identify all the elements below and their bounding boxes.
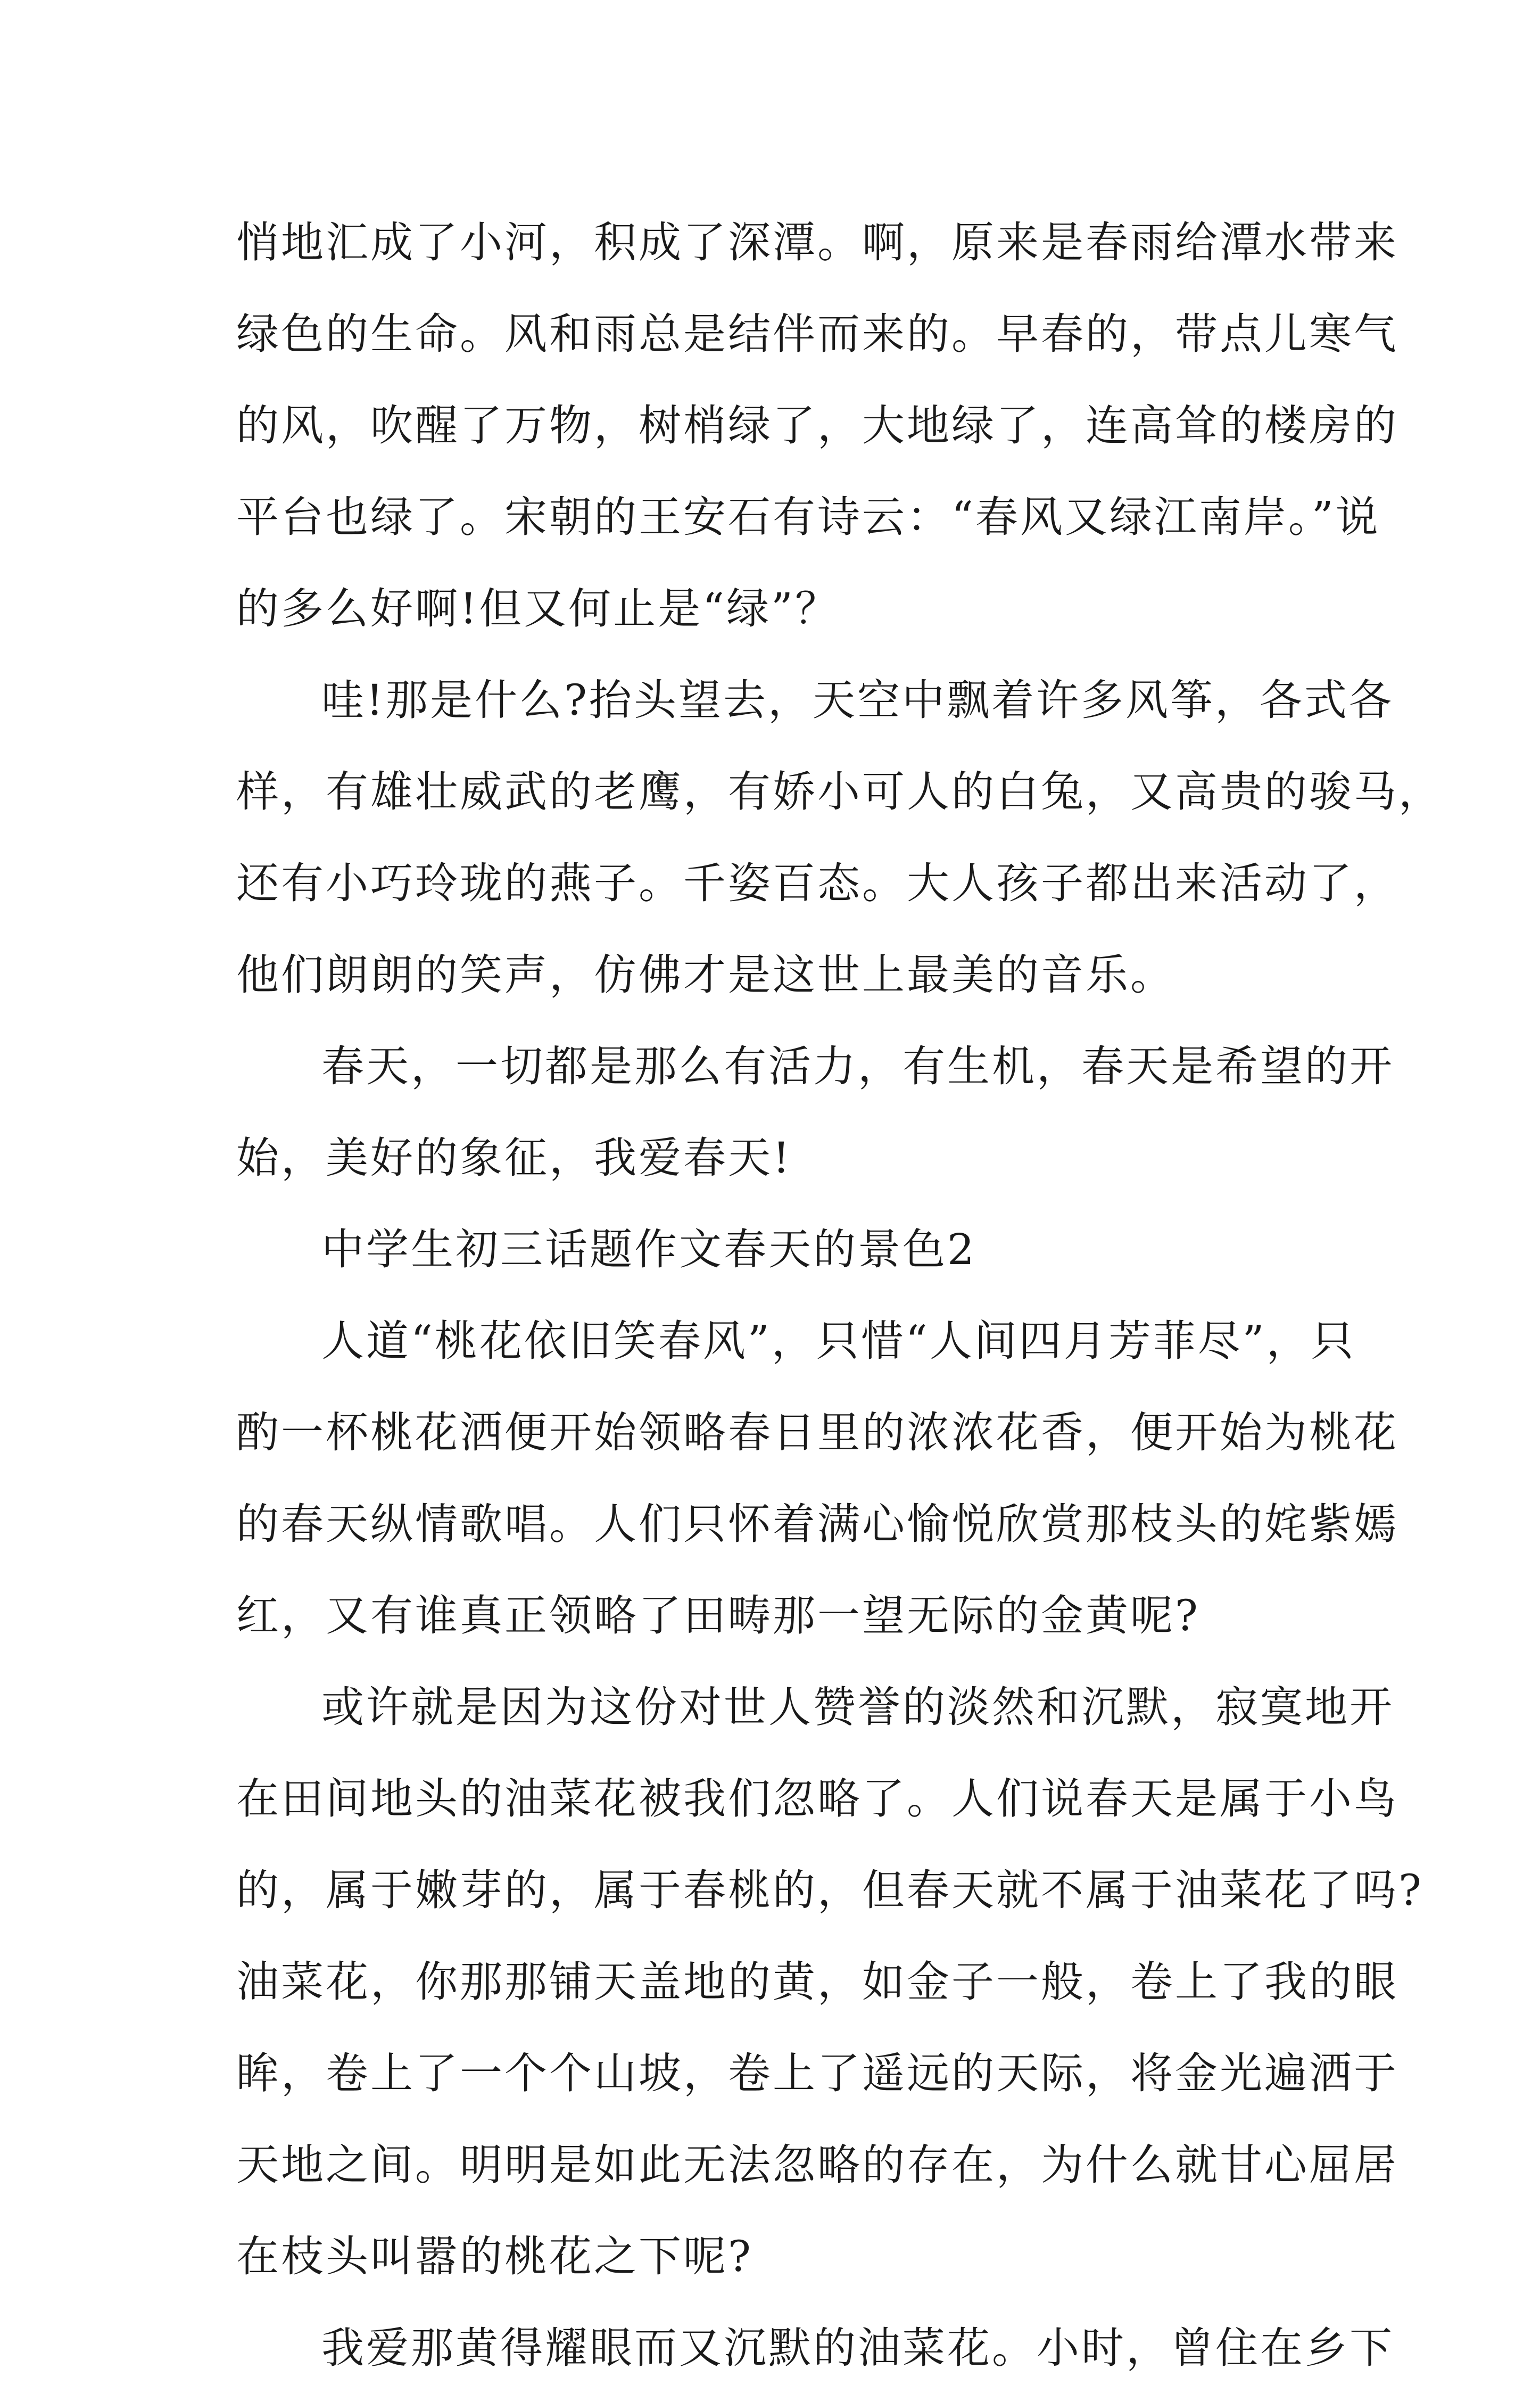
paragraph-start-line: 我爱那黄得耀眼而又沉默的油菜花。小时，曾住在乡下 — [321, 2323, 1394, 2373]
paragraph-start-line: 人道“桃花依旧笑春风”，只惜“人间四月芳菲尽”，只 — [321, 1316, 1356, 1366]
text-line: 的春天纵情歌唱。人们只怀着满心愉悦欣赏那枝头的姹紫嫣 — [236, 1499, 1398, 1549]
text-line: 始，美好的象征，我爱春天! — [236, 1133, 792, 1183]
text-line: 绿色的生命。风和雨总是结伴而来的。早春的，带点儿寒气 — [236, 309, 1398, 359]
text-line: 红，又有谁真正领略了田畴那一望无际的金黄呢? — [236, 1591, 1200, 1640]
text-line: 在枝头叫嚣的桃花之下呢? — [236, 2232, 753, 2281]
text-line: 的多么好啊!但又何止是“绿”？ — [236, 584, 840, 633]
text-line: 天地之间。明明是如此无法忽略的存在，为什么就甘心屈居 — [236, 2140, 1398, 2190]
section-heading: 中学生初三话题作文春天的景色2 — [321, 1225, 976, 1274]
text-line: 油菜花，你那那铺天盖地的黄，如金子一般，卷上了我的眼 — [236, 1957, 1398, 2007]
text-line: 他们朗朗的笑声，仿佛才是这世上最美的音乐。 — [236, 950, 1175, 1000]
text-line: 在田间地头的油菜花被我们忽略了。人们说春天是属于小鸟 — [236, 1774, 1398, 1823]
text-line: 平台也绿了。宋朝的王安石有诗云：“春风又绿江南岸。”说 — [236, 492, 1380, 542]
article-body — [236, 197, 1443, 2394]
text-line: 眸，卷上了一个个山坡，卷上了遥远的天际，将金光遍洒于 — [236, 2049, 1398, 2098]
text-line: 酌一杯桃花洒便开始领略春日里的浓浓花香，便开始为桃花 — [236, 1408, 1398, 1457]
text-line: 悄地汇成了小河，积成了深潭。啊，原来是春雨给潭水带来 — [236, 218, 1398, 267]
paragraph-start-line: 或许就是因为这份对世人赞誉的淡然和沉默，寂寞地开 — [321, 1682, 1394, 1732]
paragraph-start-line: 春天，一切都是那么有活力，有生机，春天是希望的开 — [321, 1042, 1394, 1091]
text-line: 的，属于嫩芽的，属于春桃的，但春天就不属于油菜花了吗? — [236, 1865, 1423, 1915]
paragraph-start-line: 哇!那是什么?抬头望去，天空中飘着许多风筝，各式各 — [321, 675, 1394, 725]
text-line: 还有小巧玲珑的燕子。千姿百态。大人孩子都出来活动了， — [236, 858, 1398, 908]
text-line: 的风，吹醒了万物，树梢绿了，大地绿了，连高耸的楼房的 — [236, 401, 1398, 450]
text-line: 样，有雄壮威武的老鹰，有娇小可人的白兔，又高贵的骏马， — [236, 767, 1443, 816]
